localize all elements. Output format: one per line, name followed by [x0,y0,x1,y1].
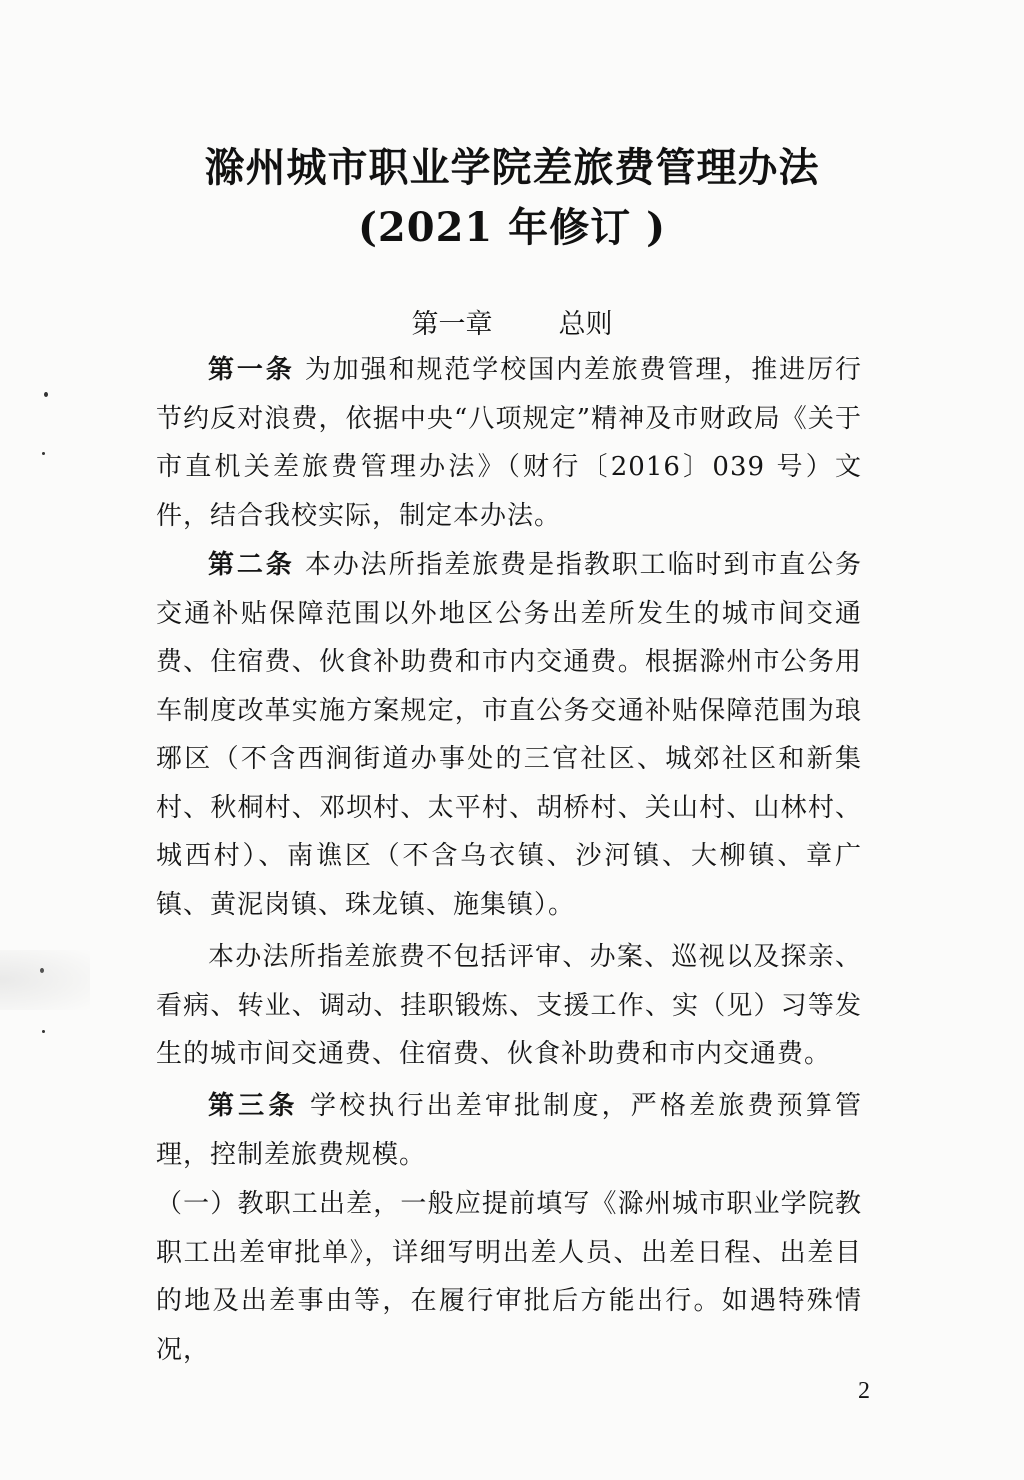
paragraph-text: （一）教职工出差，一般应提前填写《滁州城市职业学院教职工出差审批单》，详细写明出差人员、出差日程、出差目的地及出差事由等，在履行审批后方能出行。如遇特殊情况， [156,1189,862,1365]
article-text: 为加强和规范学校国内差旅费管理，推进厉行节约反对浪费，依据中央“八项规定”精神及市财政局《关于市直机关差旅费管理办法》（财行〔2016〕039 号）文件，结合我校实际，制定本办法。 [156,355,862,531]
article-2 [156,541,862,929]
article-2-paragraph-2 [156,933,862,1079]
chapter-label: 第一章 [411,309,493,340]
article-3-item-1 [156,1180,862,1374]
scan-speck [44,392,48,397]
chapter-heading [0,302,1024,341]
article-1 [156,346,862,540]
document-subtitle: (2021 年修订 ) [357,204,667,251]
page-number: 2 [858,1378,870,1404]
document-title: 滁州城市职业学院差旅费管理办法 [204,144,820,191]
article-label: 第二条 [208,550,295,580]
article-label: 第一条 [208,355,295,385]
article-label: 第三条 [208,1091,299,1121]
article-text: 本办法所指差旅费是指教职工临时到市直公务交通补贴保障范围以外地区公务出差所发生的城市间交通费、住宿费、伙食补助费和市内交通费。根据滁州市公务用车制度改革实施方案规定，市直公务交通补贴保障范围为琅琊区（不含西涧街道办事处的三官社区、城郊社区和新集村、秋桐村、邓坝村、太平村、胡桥村、关山村、山林村、城西村）、南谯区（不含乌衣镇、沙河镇、大柳镇、章广镇、黄泥岗镇、珠龙镇、施集镇）。 [156,550,862,920]
article-text: 学校执行出差审批制度，严格差旅费预算管理，控制差旅费规模。 [156,1091,862,1170]
chapter-name: 总则 [558,309,613,340]
scan-speck [42,1030,45,1033]
scan-speck [42,452,45,455]
article-3 [156,1082,862,1179]
scan-smudge [0,950,90,1010]
paragraph-text: 本办法所指差旅费不包括评审、办案、巡视以及探亲、看病、转业、调动、挂职锻炼、支援工作、实（见）习等发生的城市间交通费、住宿费、伙食补助费和市内交通费。 [156,942,862,1069]
